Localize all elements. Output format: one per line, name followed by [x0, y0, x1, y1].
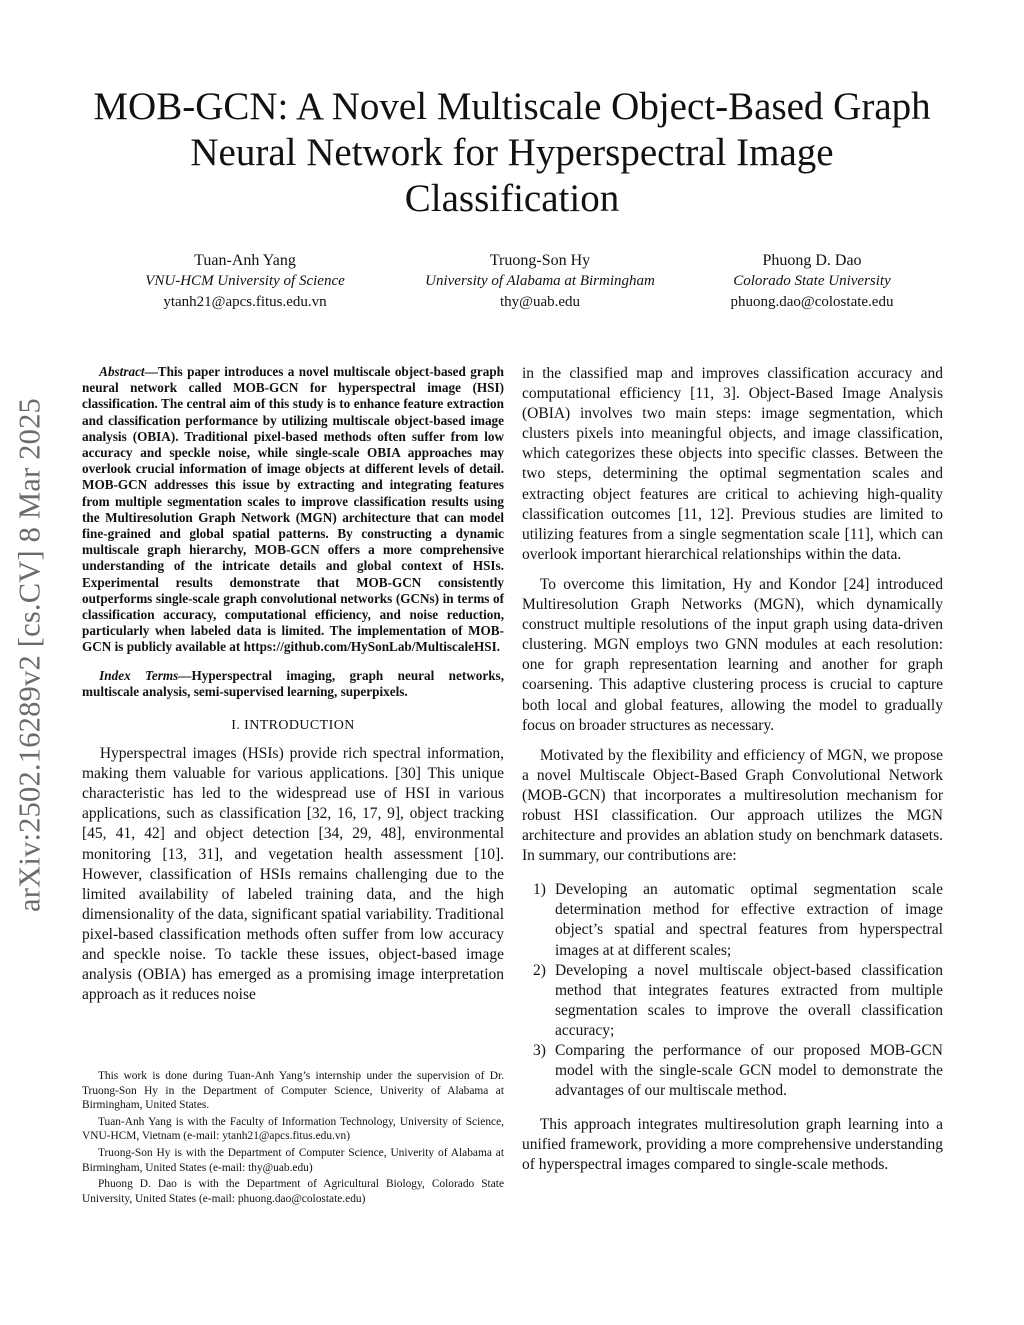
footnote: Tuan-Anh Yang is with the Faculty of Information Technology, University of Science, VNU-HCM, Vietnam (e-mail: ytanh21@apcs.fitus.edu.vn): [82, 1115, 504, 1143]
section-heading-introduction: I. INTRODUCTION: [231, 718, 355, 734]
author-affiliation: University of Alabama at Birmingham: [425, 273, 655, 289]
footnote: Phuong D. Dao is with the Department of Agricultural Biology, Colorado State University, United States (e-mail: phuong.dao@colostate.edu): [82, 1178, 504, 1205]
author-2: [400, 250, 680, 313]
abstract-text: —This paper introduces a novel multiscale object-based graph neural network called MOB-GCN for hyperspectral image (HSI) classification. The central aim of this study is to enhance feature extraction and classification performance by utilizing multiscale object-based image analysis (OBIA). Traditional pixel-based methods often suffer from low accuracy and speckle noise, while single-scale OBIA approaches may overlook crucial information of image objects at different levels of detail. MOB-GCN addresses this issue by extracting and integrating features from multiple segmentation scales to improve classification results using the Multiresolution Graph Network (MGN) architecture that can model fine-grained and global spatial patterns. By constructing a dynamic multiscale graph hierarchy, MOB-GCN offers a more comprehensive understanding of the intricate details and global context of HSIs. Experimental results demonstrate that MOB-GCN consistently outperforms single-scale graph convolutional networks (GCNs) in terms of classification accuracy, computational efficiency, and noise reduction, particularly when labeled data is limited. The implementation of MOB-GCN is publicly available at https://github.com/HySonLab/MultiscaleHSI.: [82, 364, 504, 655]
body-paragraph: This approach integrates multiresolution graph learning into a unified framework, providing a more comprehensive understanding of hyperspectral images compared to single-scale methods.: [522, 1116, 943, 1174]
author-email: ytanh21@apcs.fitus.edu.vn: [163, 294, 327, 310]
arxiv-identifier-text: arXiv:2502.16289v2 [cs.CV] 8 Mar 2025: [12, 398, 47, 912]
author-1: [100, 250, 390, 313]
author-email: phuong.dao@colostate.edu: [730, 294, 894, 310]
author-affiliation: Colorado State University: [733, 273, 891, 289]
list-item-text: Developing an automatic optimal segmentation scale determination method for effective extraction of image object’s spatial and spectral features from hyperspectral images at at different scales;: [555, 881, 943, 959]
author-3: [700, 250, 924, 313]
footnote: This work is done during Tuan-Anh Yang’s internship under the supervision of Dr. Truong-Son Hy in the Department of Computer Science, Univerity of Alabama at Birmingham, United States.: [82, 1070, 504, 1112]
author-block: [100, 250, 924, 320]
body-paragraph: in the classified map and improves classification accuracy and computational efficiency [11, 3]. Object-Based Image Analysis (OBIA) involves two main steps: image segmentation, which clusters pixels into meaningful objects, and image classification, which categorizes these objects into specific classes. Between the two steps, determining the optimal segmentation scales and extracting object features are critical to achieving high-quality classification outcomes [11, 12]. Previous studies are limited to utilizing features from a single segmentation scale [11], which can overlook important hierarchical relationships within the data.: [522, 365, 943, 563]
index-terms-label: Index Terms: [99, 667, 179, 683]
author-name: Tuan-Anh Yang: [194, 252, 296, 269]
abstract-label: Abstract: [99, 364, 145, 379]
list-item-text: Comparing the performance of our proposed MOB-GCN model with the single-scale GCN model to demonstrate the advantages of our multiscale method.: [555, 1042, 943, 1100]
list-item-number: 3): [533, 1042, 546, 1059]
list-item: [522, 1041, 943, 1101]
list-item-number: 1): [533, 881, 546, 899]
paper-title: MOB-GCN: A Novel Multiscale Object-Based Graph Neural Network for Hyperspectral Image Classification: [93, 85, 931, 220]
list-item-text: Developing a novel multiscale object-based classification method that integrates features extracted from multiple segmentation scales to improve the overall classification accuracy;: [555, 961, 943, 1039]
footnotes: [82, 1069, 504, 1208]
author-name: Truong-Son Hy: [489, 252, 591, 269]
author-affiliation: VNU-HCM University of Science: [145, 273, 345, 289]
index-terms-text: —Hyperspectral imaging, graph neural networks, multiscale analysis, semi-supervised learning, superpixels.: [82, 667, 504, 699]
list-item: [522, 961, 943, 1041]
right-column: [522, 364, 943, 1176]
list-item-number: 2): [533, 961, 546, 979]
body-paragraph: Hyperspectral images (HSIs) provide rich spectral information, making them valuable for various applications. [30] This unique characteristic has led to the widespread use of HSI in various applications, such as classification [32, 16, 17, 9], object tracking [45, 41, 42] and object detection [34, 29, 48], environmental monitoring [13, 31], and vegetation health assessment [10]. However, classification of HSIs remains challenging due to the limited availability of labeled training data, and the high dimensionality of the data, significant spatial variability. Traditional pixel-based classification methods often suffer from low accuracy and speckle noise. To tackle these issues, object-based image analysis (OBIA) has emerged as a promising image interpretation approach as it reduces noise: [82, 745, 504, 1004]
body-paragraph: To overcome this limitation, Hy and Kondor [24] introduced Multiresolution Graph Networks (MGN), which dynamically construct multiple resolutions of the input graph using data-driven clustering. MGN employs two GNN modules at each resolution: one for graph representation learning and another for graph coarsening. This adaptive clustering process is crucial to capture both local and global features, allowing the model to gradually focus on broader structures as necessary.: [522, 575, 943, 734]
contributions-list: [522, 880, 943, 1101]
arxiv-identifier-stamp: [0, 350, 60, 960]
author-email: thy@uab.edu: [499, 294, 581, 310]
footnote: Truong-Son Hy is with the Department of Computer Science, Univerity of Alabama at Birmingham, United States (e-mail: thy@uab.edu): [82, 1146, 504, 1174]
body-paragraph: Motivated by the flexibility and efficiency of MGN, we propose a novel Multiscale Object-Based Graph Convolutional Network (MOB-GCN) that incorporates a multiresolution mechanism for robust HSI classification. Our approach utilizes the MGN architecture and provides an ablation study on benchmark datasets. In summary, our contributions are:: [522, 746, 943, 865]
left-column: [82, 364, 504, 1005]
list-item: [522, 880, 943, 960]
author-name: Phuong D. Dao: [762, 252, 862, 269]
index-terms: [82, 668, 504, 700]
abstract: [82, 364, 504, 656]
